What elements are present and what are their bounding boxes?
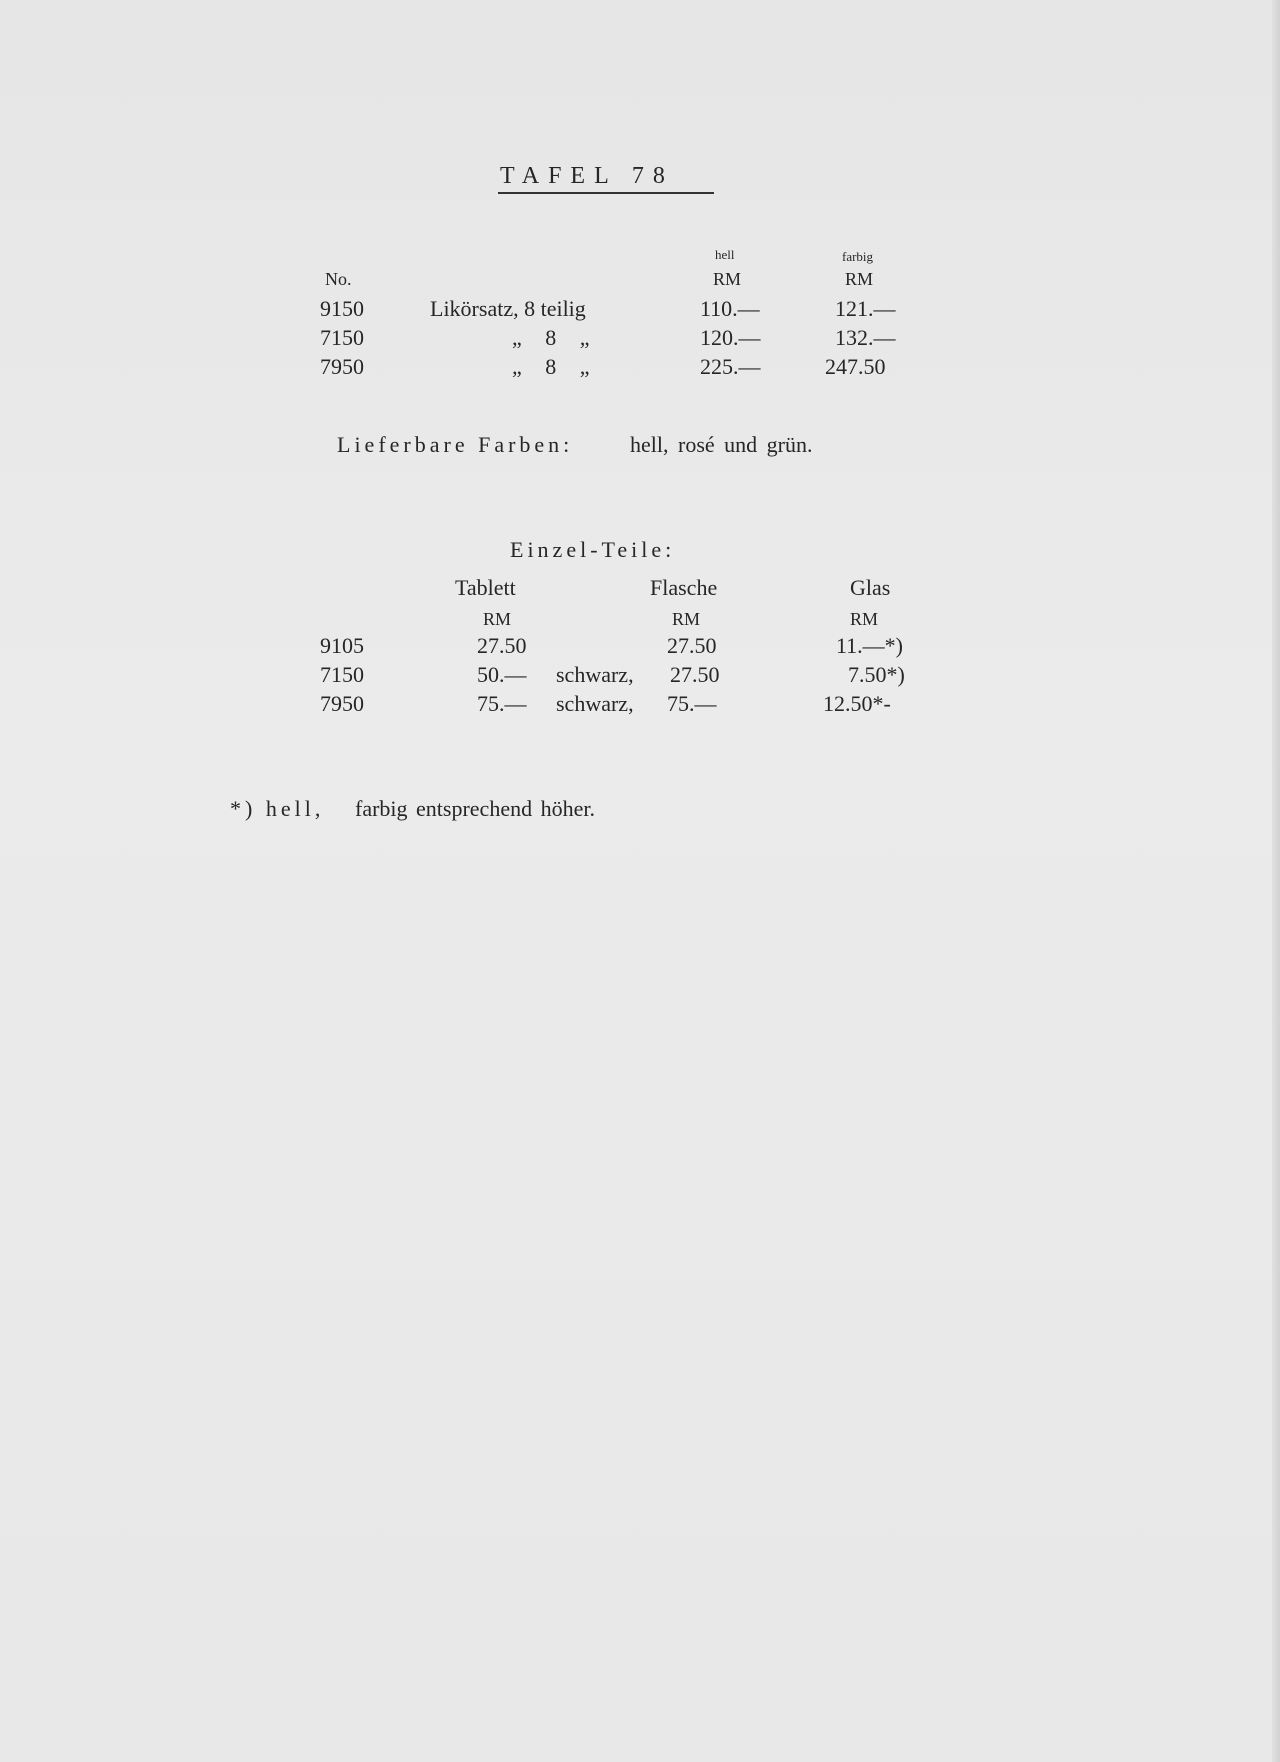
parts-row-3-tablett: 75.— xyxy=(477,691,527,716)
sets-col-farbig-label: farbig xyxy=(842,249,874,264)
parts-unit-tablett: RM xyxy=(483,609,512,629)
colors-value: hell, rosé und grün. xyxy=(630,432,813,457)
parts-col-tablett: Tablett xyxy=(455,575,516,600)
page-edge xyxy=(1272,0,1280,1762)
footnote-value: farbig entsprechend höher. xyxy=(355,796,595,821)
parts-row-1-glas: 11.—*) xyxy=(836,633,904,658)
parts-row-2-tablett: 50.— xyxy=(477,662,527,687)
sets-row-1-farbig: 121.— xyxy=(835,296,896,321)
parts-row-3-flasche: 75.— xyxy=(667,691,717,716)
sets-row-3-no: 7950 xyxy=(320,354,364,379)
footnote-label: *) hell, xyxy=(230,796,325,821)
parts-unit-glas: RM xyxy=(850,609,879,629)
parts-row-2-flasche-note: schwarz, xyxy=(556,662,634,687)
sets-row-3-desc: „ 8 „ xyxy=(512,354,590,379)
parts-row-1-flasche: 27.50 xyxy=(667,633,717,658)
sets-row-1-hell: 110.— xyxy=(700,296,760,321)
parts-row-3-no: 7950 xyxy=(320,691,364,716)
sets-col-hell-label: hell xyxy=(715,247,735,262)
parts-unit-flasche: RM xyxy=(672,609,701,629)
colors-label: Lieferbare Farben: xyxy=(337,432,574,457)
parts-row-3-flasche-note: schwarz, xyxy=(556,691,634,716)
sets-row-1-no: 9150 xyxy=(320,296,364,321)
sets-row-2-hell: 120.— xyxy=(700,325,761,350)
sets-col-farbig-unit: RM xyxy=(845,269,874,289)
parts-row-1-no: 9105 xyxy=(320,633,364,658)
parts-row-3-glas: 12.50*- xyxy=(823,691,891,716)
sets-row-2-farbig: 132.— xyxy=(835,325,896,350)
sets-col-no-label: No. xyxy=(325,269,352,289)
parts-row-2-flasche: 27.50 xyxy=(670,662,720,687)
parts-row-2-no: 7150 xyxy=(320,662,364,687)
page-title: TAFEL 78 xyxy=(500,163,674,189)
parts-col-flasche: Flasche xyxy=(650,575,718,600)
sets-row-2-desc: „ 8 „ xyxy=(512,325,590,350)
parts-heading: Einzel-Teile: xyxy=(510,537,676,562)
sets-row-1-desc: Likörsatz, 8 teilig xyxy=(430,296,586,321)
sets-row-3-farbig: 247.50 xyxy=(825,354,886,379)
parts-row-1-tablett: 27.50 xyxy=(477,633,527,658)
title-underline xyxy=(498,192,714,194)
parts-col-glas: Glas xyxy=(850,575,891,600)
sets-col-hell-unit: RM xyxy=(713,269,742,289)
sets-row-3-hell: 225.— xyxy=(700,354,761,379)
sets-row-2-no: 7150 xyxy=(320,325,364,350)
parts-row-2-glas: 7.50*) xyxy=(848,662,905,687)
